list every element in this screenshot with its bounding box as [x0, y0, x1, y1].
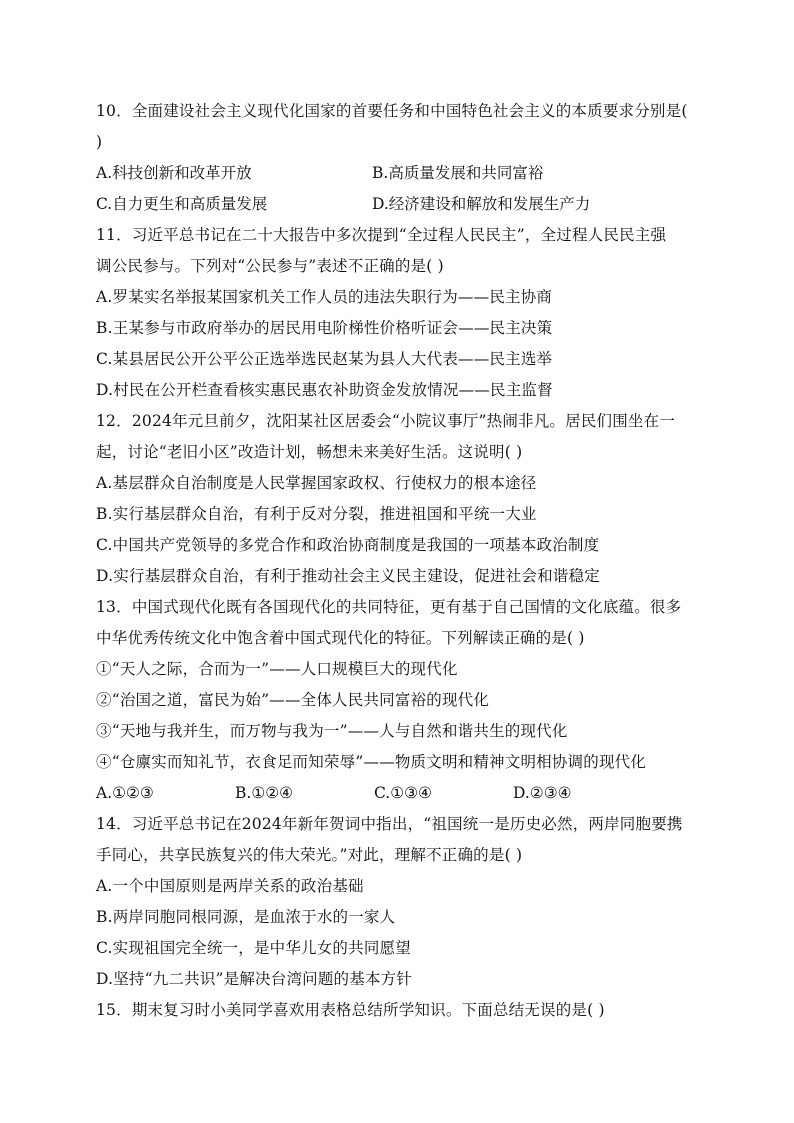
statement-3: ③“天地与我并生，而万物与我为一”——人与自然和谐共生的现代化 — [96, 722, 568, 740]
option-c: C.中国共产党领导的多党合作和政治协商制度是我国的一项基本政治制度 — [96, 536, 600, 554]
option-row — [96, 158, 700, 189]
question-stem: 手同心，共享民族复兴的伟大荣光。”对此，理解不正确的是( ) — [96, 846, 523, 864]
option-a: A.科技创新和改革开放 — [96, 164, 252, 182]
question-12 — [96, 406, 700, 592]
option-d: D.经济建设和解放和发展生产力 — [372, 195, 591, 213]
question-stem: 12．2024年元旦前夕，沈阳某社区居委会“小院议事厅”热闹非凡。居民们围坐在一 — [96, 412, 676, 430]
question-stem: 15．期末复习时小美同学喜欢用表格总结所学知识。下面总结无误的是( ) — [96, 1001, 605, 1019]
option-b: B.实行基层群众自治，有利于反对分裂，推进祖国和平统一大业 — [96, 505, 537, 523]
option-d: D.实行基层群众自治，有利于推动社会主义民主建设，促进社会和谐稳定 — [96, 567, 600, 585]
question-stem: 10．全面建设社会主义现代化国家的首要任务和中国特色社会主义的本质要求分别是( — [96, 102, 688, 120]
option-c: C.某县居民公开公平公正选举选民赵某为县人大代表——民主选举 — [96, 350, 553, 368]
question-stem: 起，讨论“老旧小区”改造计划，畅想未来美好生活。这说明( ) — [96, 443, 523, 461]
question-15 — [96, 995, 700, 1026]
option-b: B.①②④ — [235, 784, 294, 802]
option-a: A.基层群众自治制度是人民掌握国家政权、行使权力的根本途径 — [96, 474, 537, 492]
question-11 — [96, 220, 700, 406]
option-a: A.①②③ — [96, 784, 154, 802]
question-stem: 11．习近平总书记在二十大报告中多次提到“全过程人民民主”，全过程人民民主强 — [96, 226, 667, 244]
question-stem: ) — [96, 133, 103, 151]
statement-2: ②“治国之道，富民为始”——全体人民共同富裕的现代化 — [96, 691, 490, 709]
exam-page — [96, 96, 700, 1026]
option-d: D.②③④ — [513, 784, 572, 802]
option-b: B.两岸同胞同根同源，是血浓于水的一家人 — [96, 908, 396, 926]
question-14 — [96, 809, 700, 995]
question-13 — [96, 592, 700, 809]
option-c: C.实现祖国完全统一，是中华儿女的共同愿望 — [96, 939, 411, 957]
question-stem: 调公民参与。下列对“公民参与”表述不正确的是( ) — [96, 257, 444, 275]
option-b: B.王某参与市政府举办的居民用电阶梯性价格听证会——民主决策 — [96, 319, 553, 337]
question-stem: 中华优秀传统文化中饱含着中国式现代化的特征。下列解读正确的是( ) — [96, 629, 585, 647]
option-c: C.自力更生和高质量发展 — [96, 195, 268, 213]
option-d: D.村民在公开栏查看核实惠民惠农补助资金发放情况——民主监督 — [96, 381, 553, 399]
option-c: C.①③④ — [374, 784, 432, 802]
option-row — [96, 778, 700, 809]
option-a: A.一个中国原则是两岸关系的政治基础 — [96, 877, 364, 895]
option-b: B.高质量发展和共同富裕 — [372, 164, 544, 182]
statement-1: ①“天人之际，合而为一”——人口规模巨大的现代化 — [96, 660, 458, 678]
option-a: A.罗某实名举报某国家机关工作人员的违法失职行为——民主协商 — [96, 288, 553, 306]
question-stem: 13．中国式现代化既有各国现代化的共同特征，更有基于自己国情的文化底蕴。很多 — [96, 598, 682, 616]
question-10 — [96, 96, 700, 220]
statement-4: ④“仓廪实而知礼节，衣食足而知荣辱”——物质文明和精神文明相协调的现代化 — [96, 753, 647, 771]
question-stem: 14．习近平总书记在2024年新年贺词中指出，“祖国统一是历史必然，两岸同胞要携 — [96, 815, 683, 833]
option-row — [96, 189, 700, 220]
option-d: D.坚持“九二共识”是解决台湾问题的基本方针 — [96, 970, 413, 988]
